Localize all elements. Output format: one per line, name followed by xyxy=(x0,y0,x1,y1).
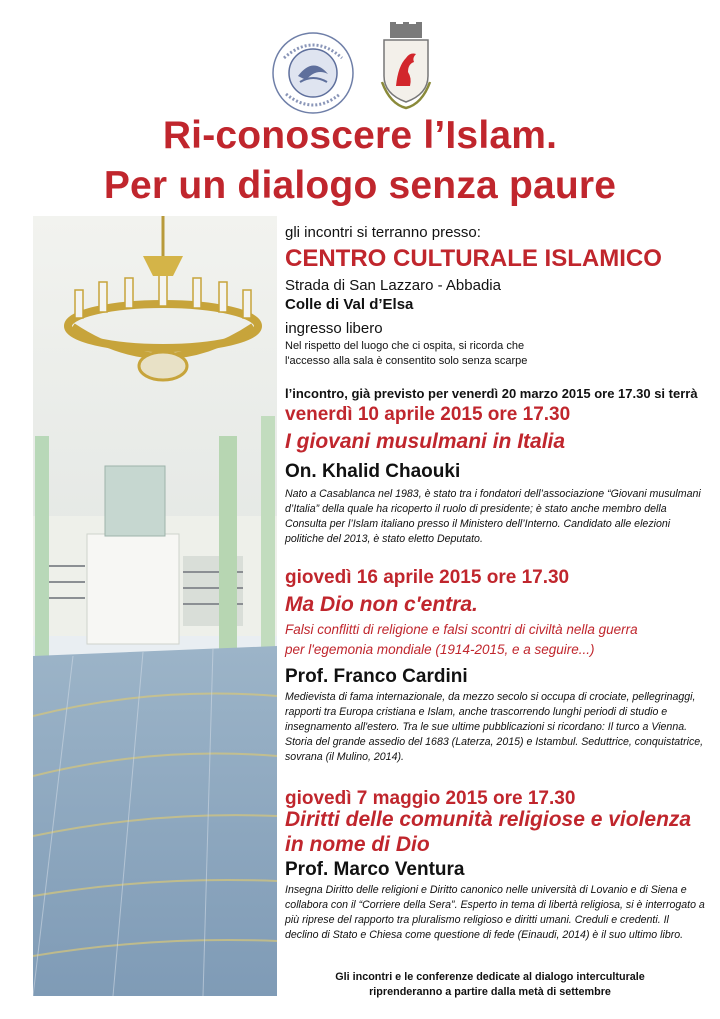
event-2-topic: Ma Dio non c'entra. xyxy=(285,593,478,616)
event-2-subtitle-line1: Falsi conflitti di religione e falsi scontri di civiltà nella guerra xyxy=(285,622,638,637)
event-2-date: giovedì 16 aprile 2015 ore 17.30 xyxy=(285,567,570,588)
event-2-bio: Medievista di fama internazionale, da mezzo secolo si occupa di crociate, pellegrinaggi, rapporti tra Europa cristiana e Islam, anche trascorrendo lunghi periodi di studio e insegnamento all'estero. Tra le sue ultime pubblicazioni si ricordano: Il turco a Vienna. Storia del grande assedio del 1683 (Laterza, 2015) e Istambul. Seduttrice, conquistatrice, sovrana (il Mulino, 2014). xyxy=(285,691,704,763)
entry-info: ingresso libero xyxy=(285,320,383,337)
event-2-subtitle-line2: per l'egemonia mondiale (1914-2015, e a seguire...) xyxy=(285,642,595,657)
event-1-date: venerdì 10 aprile 2015 ore 17.30 xyxy=(285,404,571,425)
event-2-speaker: Prof. Franco Cardini xyxy=(285,666,468,687)
footer-note xyxy=(280,970,700,1000)
event-1-bio: Nato a Casablanca nel 1983, è stato tra i fondatori dell’associazione “Giovani musulmani d’Italia” della quale ha ricoperto il ruolo di presidente; è stato anche membro della Consulta per l’Islam italiano presso il Ministero dell’Interno. Candidato alle elezioni politiche del 2013, è stato eletto Deputato. xyxy=(285,488,701,545)
venue-intro: gli incontri si terranno presso: xyxy=(285,224,481,241)
page-title: Ri-conoscere l’Islam. xyxy=(162,114,558,157)
event-1-topic: I giovani musulmani in Italia xyxy=(285,430,566,453)
venue-street: Strada di San Lazzaro - Abbadia xyxy=(285,277,501,294)
reschedule-note: l’incontro, già previsto per venerdì 20 marzo 2015 ore 17.30 si terrà xyxy=(285,386,698,401)
footer-line2: riprenderanno a partire dalla metà di settembre xyxy=(369,986,611,998)
event-1-speaker: On. Khalid Chaouki xyxy=(285,461,461,482)
venue-city: Colle di Val d’Elsa xyxy=(285,296,414,313)
venue-name: CENTRO CULTURALE ISLAMICO xyxy=(285,245,662,272)
event-3-topic-line2: in nome di Dio xyxy=(285,833,430,856)
association-logo xyxy=(270,30,356,116)
municipal-coat-of-arms xyxy=(376,22,436,110)
footer-line1: Gli incontri e le conferenze dedicate al dialogo interculturale xyxy=(335,971,645,983)
venue-note-line2: l'accesso alla sala è consentito solo senza scarpe xyxy=(285,355,528,367)
event-3-topic-line1: Diritti delle comunità religiose e violenza xyxy=(285,808,692,831)
venue-note-line1: Nel rispetto del luogo che ci ospita, si ricorda che xyxy=(285,340,525,352)
event-3-bio: Insegna Diritto delle religioni e Diritto canonico nelle università di Lovanio e di Siena e collabora con il “Corriere della Sera”. Esperto in tema di libertà religiosa, si è interrogato a più riprese del rapporto tra pluralismo religioso e diritti umani. Creduli e credenti. Il declino di Stato e Chiesa come questione di fede (Einaudi, 2014) è il suo ultimo libro. xyxy=(285,884,705,941)
mosque-interior-photo xyxy=(33,216,277,996)
event-3-date: giovedì 7 maggio 2015 ore 17.30 xyxy=(285,788,576,809)
event-3-speaker: Prof. Marco Ventura xyxy=(285,859,465,880)
page-subtitle: Per un dialogo senza paure xyxy=(103,164,617,207)
